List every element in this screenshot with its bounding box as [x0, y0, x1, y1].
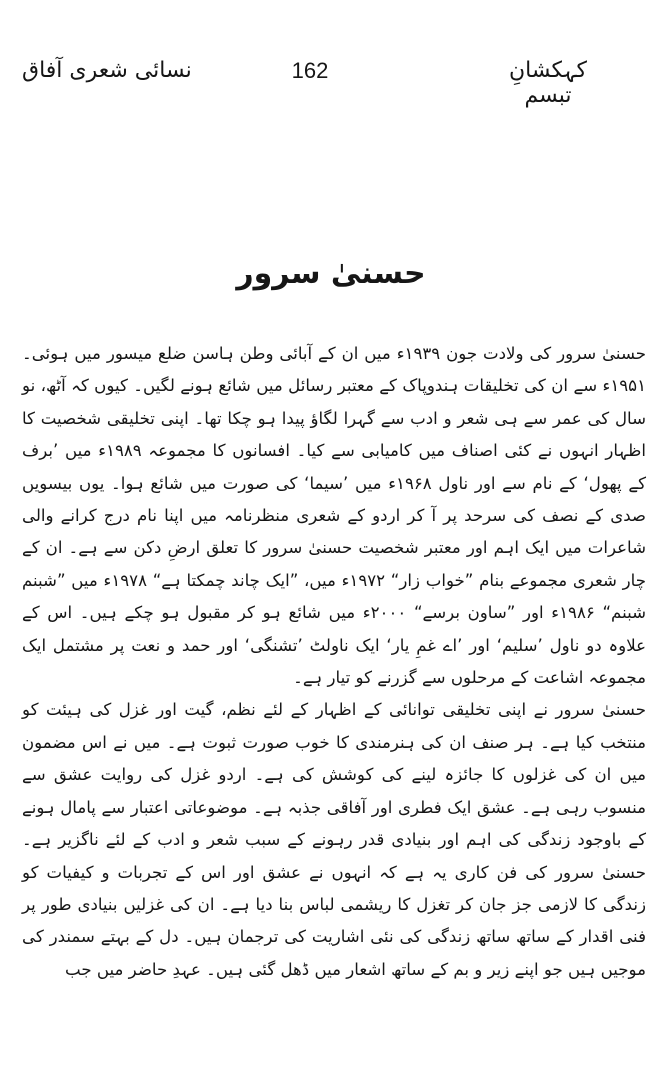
page-header	[0, 58, 662, 108]
section-title: نسائی شعری آفاق	[22, 58, 192, 83]
article-title: حسنیٰ سرور	[236, 256, 426, 291]
paragraph: حسنیٰ سرور نے اپنی تخلیقی توانائی کے اظہار کے لئے نظم، گیت اور غزل کی ہیئت کو منتخب کیا ہے۔ ہر صنف ان کی ہنرمندی کا خوب صورت ثبوت ہے۔ میں نے اس مضمون میں ان کی غزلوں کا جائزہ لینے کی کوشش کی ہے۔ اردو غزل کی روایت عشق سے منسوب رہی ہے۔ عشق ایک فطری اور آفاقی جذبہ ہے۔ موضوعاتی اعتبار سے پامال ہونے کے باوجود زندگی کی اہم اور بنیادی قدر رہونے کے سبب شعر و ادب کے لئے ناگزیر ہے۔ حسنیٰ سرور کی فن کاری یہ ہے کہ انہوں نے عشق اور اس کے تجربات و کیفیات کو زندگی کا لازمی جز جان کر تغزل کا ریشمی لباس بنا دیا ہے۔ ان کی غزلیں بنیادی طور پر فنی اقدار کے ساتھ ساتھ زندگی کی نئی اشاریت کی ترجمان ہیں۔ دل کے بہتے سمندر کی موجیں ہیں جو اپنے زیر و بم کے ساتھ اشعار میں ڈھل گئی ہیں۔ عہدِ حاضر میں جب	[22, 700, 646, 979]
book-title: کہکشانِ تبسم	[509, 58, 587, 108]
page-number: 162	[291, 58, 329, 83]
paragraph: حسنیٰ سرور کی ولادت جون ۱۹۳۹ء میں ان کے آبائی وطن ہاسن ضلع میسور میں ہوئی۔ ۱۹۵۱ء سے ان کی تخلیقات ہندوپاک کے معتبر رسائل میں شائع ہونے لگیں۔ کیوں کہ آٹھ، نو سال کی عمر سے ہی شعر و ادب سے گہرا لگاؤ پیدا ہو چکا تھا۔ اپنی تخلیقی شخصیت کا اظہار انہوں نے کئی اصناف میں کامیابی سے کیا۔ افسانوں کا مجموعہ ۱۹۸۹ء میں ’برف کے پھول‘ کے نام سے اور ناول ۱۹۶۸ء میں ’سیما‘ کی صورت میں شائع ہوا۔ یوں بیسویں صدی کے نصف کی سرحد پر آ کر اردو کے شعری منظرنامہ میں اپنا نام درج کرانے والی شاعرات میں ایک اہم اور معتبر شخصیت حسنیٰ سرور کا تعلق ارضِ دکن سے ہے۔ ان کے چار شعری مجموعے بنام ”خواب زار“ ۱۹۷۲ء میں، ”ایک چاند چمکتا ہے“ ۱۹۷۸ء میں ”شبنم شبنم“ ۱۹۸۶ء اور ”ساون برسے“ ۲۰۰۰ء میں شائع ہو کر مقبول ہو چکے ہیں۔ اس کے علاوہ دو ناول ’سلیم‘ اور ’اے غمِ یار‘ ایک ناولٹ ’تشنگی‘ اور حمد و نعت پر مشتمل ایک مجموعہ اشاعت کے مرحلوں سے گزرنے کو تیار ہے۔	[22, 344, 647, 688]
article-body	[22, 338, 646, 986]
